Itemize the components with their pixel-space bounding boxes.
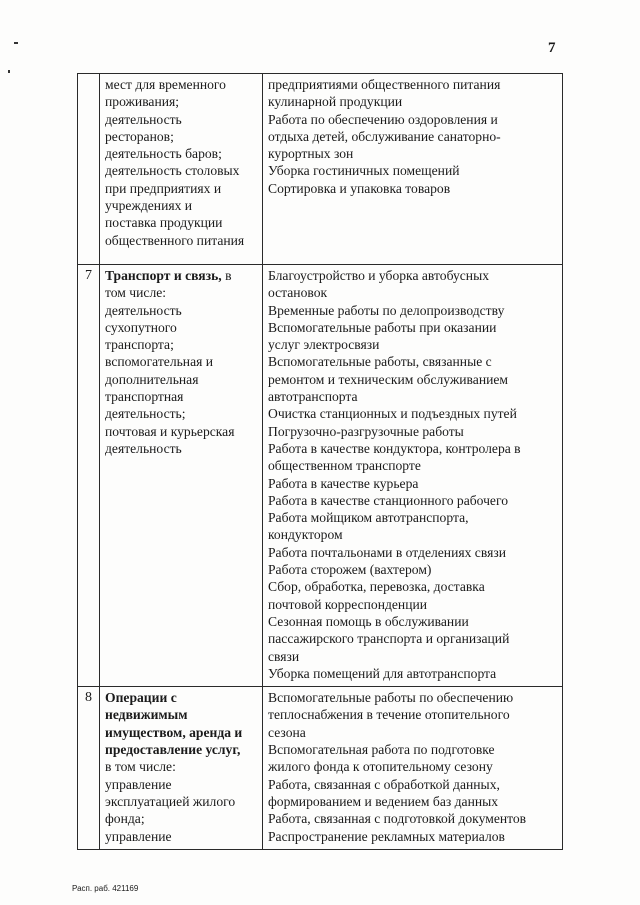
- work-line: Работа сторожем (вахтером): [268, 562, 432, 578]
- works-cell: [263, 265, 563, 687]
- work-line: Работа в качестве станционного рабочего: [268, 492, 508, 508]
- work-line: теплоснабжения в течение отопительного: [268, 707, 510, 723]
- work-line: Уборка гостиничных помещений: [268, 163, 460, 179]
- activity-line: дополнительная: [105, 371, 199, 387]
- row-number: 8: [78, 687, 100, 850]
- work-line: кондуктором: [268, 527, 343, 543]
- activity-line: учреждениях и: [105, 198, 193, 214]
- activity-line: фонда;: [105, 811, 145, 827]
- activity-line: сухопутного: [105, 319, 177, 335]
- work-line: автотранспорта: [268, 389, 358, 405]
- work-line: Благоустройство и уборка автобусных: [268, 268, 489, 283]
- work-line: Временные работы по делопроизводству: [268, 302, 505, 318]
- work-line: Работа, связанная с обработкой данных,: [268, 776, 500, 792]
- work-line: курортных зон: [268, 146, 354, 162]
- work-line: кулинарной продукции: [268, 94, 403, 110]
- page-number: 7: [548, 40, 556, 56]
- activity-cell: [100, 74, 263, 265]
- work-line: Вспомогательные работы при оказании: [268, 319, 497, 335]
- work-line: жилого фонда к отопительному сезону: [268, 759, 493, 775]
- activity-line: ресторанов;: [105, 128, 174, 144]
- activities-table: [77, 73, 563, 850]
- work-line: Работа в качестве кондуктора, контролера в: [268, 440, 521, 456]
- row-number: [78, 74, 100, 265]
- work-line: Сортировка и упаковка товаров: [268, 180, 451, 196]
- work-line: Очистка станционных и подъездных путей: [268, 406, 517, 422]
- work-line: Вспомогательные работы, связанные с: [268, 354, 492, 370]
- table-row: [78, 265, 563, 687]
- work-line: Работа в качестве курьера: [268, 475, 419, 491]
- activity-line: деятельность: [105, 302, 182, 318]
- work-line: остановок: [268, 285, 328, 301]
- activity-line: деятельность: [105, 440, 182, 456]
- works-cell: [263, 687, 563, 850]
- activity-line: вспомогательная и: [105, 354, 214, 370]
- activity-line: при предприятиях и: [105, 180, 222, 196]
- activity-cell: [100, 265, 263, 687]
- work-line: Сезонная помощь в обслуживании: [268, 613, 469, 629]
- work-line: Работа по обеспечению оздоровления и: [268, 111, 498, 127]
- work-line: Работа мойщиком автотранспорта,: [268, 510, 469, 526]
- activity-line: эксплуатацией жилого: [105, 793, 236, 809]
- activity-heading: недвижимым: [105, 707, 188, 723]
- activity-line: мест для временного: [105, 77, 226, 92]
- work-line: связи: [268, 648, 300, 664]
- work-line: сезона: [268, 724, 306, 740]
- work-line: пассажирского транспорта и организаций: [268, 631, 510, 647]
- work-line: Распространение рекламных материалов: [268, 828, 505, 844]
- work-line: отдыха детей, обслуживание санаторно-: [268, 128, 501, 144]
- activity-line: деятельность: [105, 111, 182, 127]
- work-line: Работа, связанная с подготовкой документов: [268, 811, 527, 827]
- scan-mark: [8, 70, 10, 73]
- activity-line: общественного питания: [105, 232, 245, 248]
- row-number: 7: [78, 265, 100, 687]
- scan-mark: [14, 42, 18, 44]
- work-line: Сбор, обработка, перевозка, доставка: [268, 579, 485, 595]
- activity-line: транспортная: [105, 389, 184, 405]
- work-line: формированием и ведением баз данных: [268, 793, 499, 809]
- activity-line: в том числе:: [105, 759, 176, 775]
- work-line: предприятиями общественного питания: [268, 77, 501, 92]
- work-line: услуг электросвязи: [268, 337, 380, 353]
- activity-heading: Операции с: [105, 690, 177, 706]
- works-cell: [263, 74, 563, 265]
- activity-line: деятельность баров;: [105, 146, 222, 162]
- table-row: [78, 687, 563, 850]
- work-line: Работа почтальонами в отделениях связи: [268, 544, 506, 560]
- activity-heading: Транспорт и связь,: [105, 268, 222, 283]
- activity-heading: имуществом, аренда и: [105, 724, 243, 740]
- activity-line: поставка продукции: [105, 215, 223, 231]
- work-line: Погрузочно-разгрузочные работы: [268, 423, 464, 439]
- activity-line: деятельность столовых: [105, 163, 240, 179]
- activity-heading: предоставление услуг,: [105, 742, 241, 758]
- work-line: почтовой корреспонденции: [268, 596, 428, 612]
- activity-heading-line: [105, 267, 258, 284]
- work-line: общественном транспорте: [268, 458, 421, 474]
- work-line: Вспомогательные работы по обеспечению: [268, 690, 514, 706]
- footer-reference: Расп. раб. 421169: [72, 884, 139, 893]
- work-line: Уборка помещений для автотранспорта: [268, 665, 497, 681]
- activity-line: деятельность;: [105, 406, 186, 422]
- work-line: ремонтом и техническим обслуживанием: [268, 371, 509, 387]
- activity-heading-tail: в: [221, 268, 232, 283]
- activity-line: транспорта;: [105, 337, 174, 353]
- activity-line: управление: [105, 776, 172, 792]
- activity-line: проживания;: [105, 94, 180, 110]
- activity-cell: [100, 687, 263, 850]
- activity-line: управление: [105, 828, 172, 844]
- work-line: Вспомогательная работа по подготовке: [268, 742, 495, 758]
- table-row: [78, 74, 563, 265]
- activity-line: почтовая и курьерская: [105, 423, 235, 439]
- activity-line: том числе:: [105, 285, 167, 301]
